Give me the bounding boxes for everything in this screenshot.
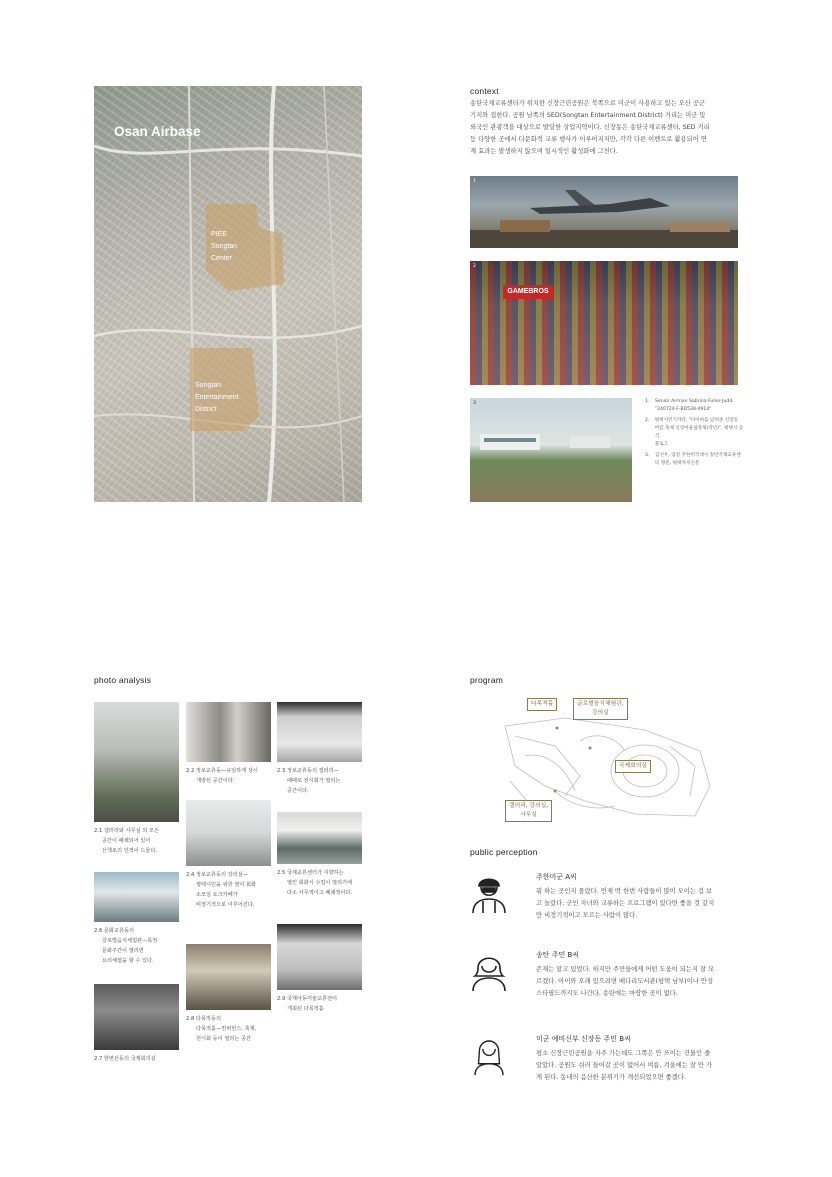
note-3: 3. 김선우, 임길 주한미국대사 송탄국제교류센 터 방문, 평택자치신문 bbox=[645, 453, 741, 466]
public-perception-heading: public perception bbox=[470, 847, 538, 857]
photo-2-5-meeting-room bbox=[277, 812, 362, 864]
program-heading: program bbox=[470, 675, 504, 685]
context-heading: context bbox=[470, 86, 499, 96]
context-line: 계 효과는 발생하지 않으며 일시적인 활성화에 그친다. bbox=[470, 148, 618, 155]
photo-2-6-food-hall bbox=[94, 872, 179, 922]
photo-2-7-conference-room bbox=[94, 984, 179, 1050]
program-site-diagram bbox=[495, 696, 720, 826]
caption-2-5: 2.5 국제교류센터가 지향하는 열린 회화식 수업이 열리기에 다소 사무적이고 폐쇄적이다. bbox=[277, 870, 353, 896]
woman-long-hair-icon bbox=[470, 1034, 508, 1076]
caption-2-1: 2.1 갤러리와 사무실 외 모든 공간이 폐쇄되어 있어 산책로의 인적이 드물다. bbox=[94, 828, 159, 854]
context-line: 기지와 접한다. 공원 남쪽의 SED(Songtan Entertainment District) 거리는 미군 및 bbox=[470, 112, 706, 119]
photo-number: 2 bbox=[473, 264, 476, 269]
person-3-name: 미군 예비신부 신장동 주민 B씨 bbox=[536, 1035, 631, 1043]
soldier-icon bbox=[470, 872, 508, 914]
program-label-food-hall: 글로벌음식체험관, 강의실 bbox=[573, 698, 628, 720]
photo-2-2-corridor bbox=[186, 702, 271, 762]
photo-number: 1 bbox=[473, 179, 476, 184]
photo-festival-crowd bbox=[470, 261, 738, 385]
caption-2-6: 2.6 문화교류동의 글로벌음식체험관—특정 문화주간이 열리면 요리체험을 할 수 있다. bbox=[94, 928, 158, 964]
photo-2-8-multipurpose-hall bbox=[186, 944, 271, 1010]
program-label-conference-room: 국제회의실 bbox=[615, 760, 651, 773]
piee-line: PIEE bbox=[211, 231, 227, 238]
context-line: 등 다양한 곳에서 다문화적 교류 행사가 이루어지지만, 각각 다른 이벤트로 활용되어 연 bbox=[470, 136, 707, 143]
caption-2-8: 2.8 다목적동의 다목적홀—컨퍼런스, 축제, 전시회 등이 열리는 공간 bbox=[186, 1016, 257, 1042]
district-line: Songtan bbox=[195, 382, 222, 389]
caption-2-4: 2.4 정보교류동의 강의실— 평택시민을 위한 영어 회화 소모임 토크카페가 비정기적으로 이루어진다. bbox=[186, 872, 257, 908]
piee-line: Songtan bbox=[211, 243, 238, 250]
note-2: 2. 평택시민기자단, "다이하를 날려준 신장동 여름 축제 신장어울림축제(작년)", 평택시 공식 블로그 bbox=[645, 418, 744, 447]
photo-exchange-center-building bbox=[470, 398, 632, 502]
photo-a10-jet bbox=[470, 176, 738, 248]
photo-number: 3 bbox=[473, 401, 476, 406]
photo-analysis-heading: photo analysis bbox=[94, 675, 152, 685]
context-line: 송탄국제교류센터가 위치한 신장근린공원은 북쪽으로 미군이 사용하고 있는 오산 공군 bbox=[470, 100, 705, 107]
piee-line: Center bbox=[211, 255, 233, 262]
district-line: Entertainment bbox=[195, 394, 239, 401]
district-line: District bbox=[195, 406, 217, 413]
photo-2-4-classroom bbox=[186, 800, 271, 866]
map-label-osan-airbase: Osan Airbase bbox=[114, 124, 201, 139]
person-2-name: 송탄 주민 B씨 bbox=[536, 951, 580, 959]
context-notes bbox=[645, 398, 745, 468]
caption-2-2: 2.2 정보교류동—유일하게 상시 개방된 공간이다. bbox=[186, 768, 258, 784]
person-1-name: 주한미군 A씨 bbox=[536, 873, 577, 881]
person-2-quote: 존재는 알고 있었다. 하지만 주민들에게 어떤 도움이 되는지 잘 모 르겠다. 아이와 오래 있으려면 배다리도서관(평택 남부)이나 안성 스타필드까지도 나간다. 송탄에는 마땅한 곳이 없다. bbox=[536, 966, 715, 997]
context-paragraph bbox=[470, 98, 750, 158]
program-label-gallery: 갤러리, 강의실, 사무실 bbox=[505, 800, 552, 822]
caption-2-9: 2.9 국제아동미술교류전미 개최된 다목적홀 bbox=[277, 996, 338, 1012]
caption-2-3: 2.3 정보교류동의 갤러리— 때때로 전시회가 열리는 공간이다. bbox=[277, 768, 341, 794]
photo-2-3-gallery bbox=[277, 702, 362, 762]
context-line: 외국인 관광객을 대상으로 발달한 상업지역이다. 신장동은 송탄국제교류센터, SED 거리 bbox=[470, 124, 710, 131]
photo-2-9-art-exhibition bbox=[277, 924, 362, 990]
game-bros-sign: GAMEBROS bbox=[503, 285, 553, 299]
map-label-entertainment-district bbox=[195, 380, 239, 416]
note-1: 1. Senior Airman Sabrina Fuller-Judd, "240724-F-BD538-4914" bbox=[645, 399, 734, 412]
program-label-multipurpose-hall: 다목적홀 bbox=[527, 698, 557, 711]
photo-2-1-walkway bbox=[94, 702, 179, 822]
map-label-piee-center bbox=[211, 229, 237, 265]
caption-2-7: 2.7 한변선동의 국제회의실 bbox=[94, 1056, 156, 1062]
person-1-quote: 뭐 하는 곳인지 몰랐다. 언제 딱 한번 사람들이 많이 모이는 걸 보 고 놀랐다. 군인 자녀와 교류하는 프로그램이 있다면 좋을 것 같지 만 비정기적이고 모르는 사람이 많다. bbox=[536, 888, 715, 919]
woman-icon bbox=[470, 950, 508, 992]
osan-airbase-aerial-map bbox=[94, 86, 362, 502]
person-3-quote: 평소 신장근린공원을 자주 가는데도 그쪽은 안 쓰이는 건물인 줄 알았다. 공원도 쉬러 들어갈 곳이 없어서 여름, 겨울에는 잘 안 가 게 된다. 동네의 음산한 분위기가 개선되었으면 좋겠다. bbox=[536, 1050, 713, 1081]
